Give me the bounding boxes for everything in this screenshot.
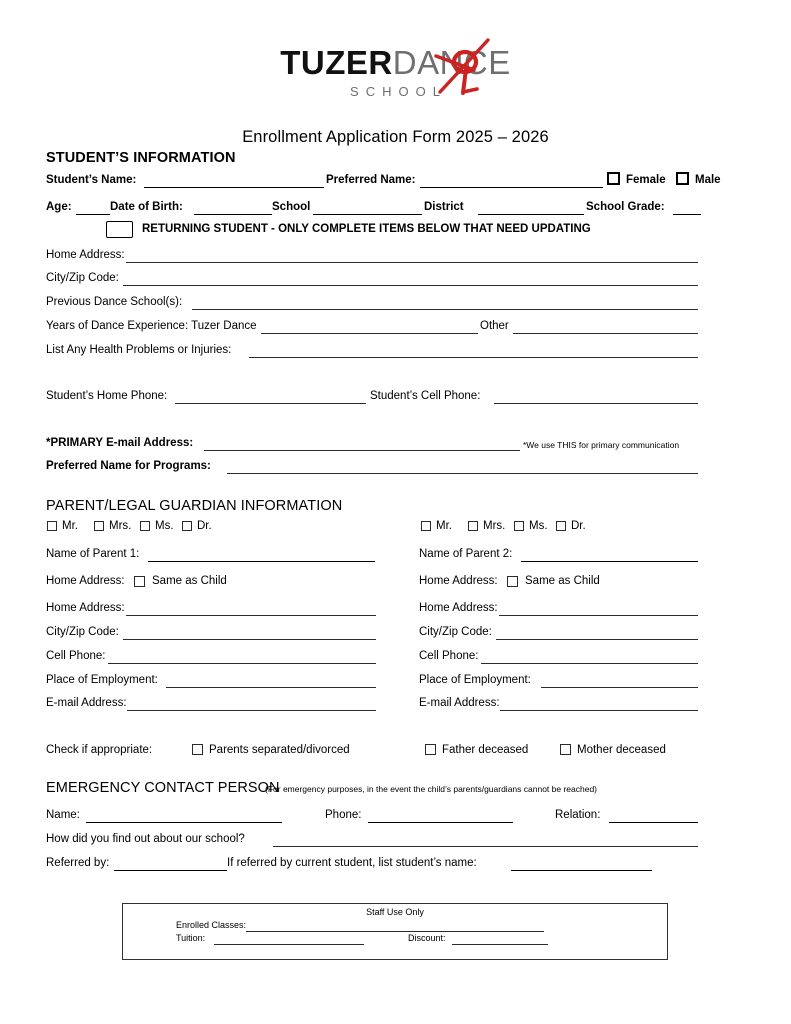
parent1-title-ms-label: Ms. (155, 520, 174, 532)
parent1-name-input[interactable] (148, 561, 375, 562)
student-information-heading: STUDENT’S INFORMATION (46, 150, 236, 166)
parent1-home-address-label: Home Address: (46, 602, 125, 614)
date-of-birth-input[interactable] (194, 214, 272, 215)
parent2-cell-phone-input[interactable] (481, 663, 698, 664)
father-deceased-label: Father deceased (442, 744, 529, 756)
parent1-name-label: Name of Parent 1: (46, 548, 140, 560)
school-grade-input[interactable] (673, 214, 701, 215)
parent1-home-address-same-label: Home Address: (46, 575, 125, 587)
referred-student-label: If referred by current student, list student’s name: (227, 857, 477, 869)
page-title: Enrollment Application Form 2025 – 2026 (242, 128, 549, 146)
parent2-same-as-child-label: Same as Child (525, 575, 600, 587)
parent1-employment-label: Place of Employment: (46, 674, 158, 686)
parent1-same-as-child-label: Same as Child (152, 575, 227, 587)
parent-guardian-heading: PARENT/LEGAL GUARDIAN INFORMATION (46, 498, 343, 514)
parent2-home-address-input[interactable] (499, 615, 698, 616)
parent2-home-address-label: Home Address: (419, 602, 498, 614)
emergency-relation-label: Relation: (555, 809, 601, 821)
staff-use-only-heading: Staff Use Only (366, 907, 424, 917)
student-cell-phone-label: Student’s Cell Phone: (370, 390, 481, 402)
how-found-label: How did you find out about our school? (46, 833, 245, 845)
logo-dance-text: DANCE (392, 44, 511, 81)
parent2-title-mr-checkbox[interactable] (421, 521, 431, 531)
parent1-home-address-input[interactable] (126, 615, 376, 616)
student-cell-phone-input[interactable] (494, 403, 698, 404)
parent1-title-mrs-checkbox[interactable] (94, 521, 104, 531)
tuition-input[interactable] (214, 944, 364, 945)
school-logo (0, 46, 791, 99)
age-label: Age: (46, 201, 72, 213)
emergency-name-input[interactable] (86, 822, 282, 823)
parent2-city-zip-input[interactable] (496, 639, 698, 640)
primary-email-input[interactable] (204, 450, 520, 451)
gender-male-checkbox[interactable] (676, 172, 689, 185)
preferred-programs-input[interactable] (227, 473, 698, 474)
years-experience-other-label: Other (480, 320, 509, 332)
student-home-phone-label: Student’s Home Phone: (46, 390, 168, 402)
parent1-cell-phone-label: Cell Phone: (46, 650, 106, 662)
student-home-address-input[interactable] (126, 262, 698, 263)
discount-label: Discount: (408, 933, 446, 943)
parent2-employment-label: Place of Employment: (419, 674, 531, 686)
emergency-name-label: Name: (46, 809, 80, 821)
parent1-title-dr-label: Dr. (197, 520, 212, 532)
student-home-address-label: Home Address: (46, 249, 125, 261)
years-experience-other-input[interactable] (513, 333, 698, 334)
gender-male-label: Male (695, 174, 721, 186)
parent2-title-mr-label: Mr. (436, 520, 452, 532)
parent2-city-zip-label: City/Zip Code: (419, 626, 492, 638)
parent1-title-mr-checkbox[interactable] (47, 521, 57, 531)
parent1-title-dr-checkbox[interactable] (182, 521, 192, 531)
student-home-phone-input[interactable] (175, 403, 366, 404)
parent2-title-ms-label: Ms. (529, 520, 548, 532)
parent2-cell-phone-label: Cell Phone: (419, 650, 479, 662)
parent2-name-input[interactable] (521, 561, 698, 562)
discount-input[interactable] (452, 944, 548, 945)
school-input[interactable] (313, 214, 422, 215)
gender-female-checkbox[interactable] (607, 172, 620, 185)
parent1-employment-input[interactable] (166, 687, 376, 688)
parent1-cell-phone-input[interactable] (108, 663, 376, 664)
years-experience-tuzer-input[interactable] (261, 333, 478, 334)
previous-dance-school-label: Previous Dance School(s): (46, 296, 183, 308)
preferred-name-input[interactable] (420, 187, 603, 188)
parent2-email-label: E-mail Address: (419, 697, 500, 709)
health-problems-label: List Any Health Problems or Injuries: (46, 344, 232, 356)
emergency-phone-label: Phone: (325, 809, 362, 821)
parent2-title-dr-checkbox[interactable] (556, 521, 566, 531)
date-of-birth-label: Date of Birth: (110, 201, 183, 213)
parent2-same-as-child-checkbox[interactable] (507, 576, 518, 587)
health-problems-input[interactable] (249, 357, 698, 358)
mother-deceased-label: Mother deceased (577, 744, 666, 756)
parent2-title-dr-label: Dr. (571, 520, 586, 532)
primary-email-label: *PRIMARY E-mail Address: (46, 437, 194, 449)
years-experience-label: Years of Dance Experience: Tuzer Dance (46, 320, 257, 332)
parent1-city-zip-label: City/Zip Code: (46, 626, 119, 638)
student-city-zip-input[interactable] (123, 285, 698, 286)
parents-separated-label: Parents separated/divorced (209, 744, 350, 756)
returning-student-checkbox[interactable] (106, 221, 133, 238)
emergency-phone-input[interactable] (368, 822, 513, 823)
primary-email-note: *We use THIS for primary communication (523, 440, 680, 450)
logo-tuzer-text: TUZER (280, 44, 393, 81)
parent1-title-mrs-label: Mrs. (109, 520, 132, 532)
returning-student-label: RETURNING STUDENT - ONLY COMPLETE ITEMS BELOW THAT NEED UPDATING (142, 223, 591, 235)
check-if-appropriate-label: Check if appropriate: (46, 744, 153, 756)
parent2-email-input[interactable] (500, 710, 698, 711)
logo-school-text: SCHOOL (350, 84, 447, 99)
age-input[interactable] (76, 214, 110, 215)
student-name-label: Student’s Name: (46, 174, 137, 186)
student-name-input[interactable] (144, 187, 324, 188)
parent2-home-address-same-label: Home Address: (419, 575, 498, 587)
parent1-title-ms-checkbox[interactable] (140, 521, 150, 531)
emergency-relation-input[interactable] (609, 822, 698, 823)
parent1-city-zip-input[interactable] (123, 639, 376, 640)
parents-separated-checkbox[interactable] (192, 744, 203, 755)
mother-deceased-checkbox[interactable] (560, 744, 571, 755)
emergency-contact-note: (For emergency purposes, in the event the child’s parents/guardians cannot be reached) (265, 784, 598, 794)
preferred-programs-label: Preferred Name for Programs: (46, 460, 211, 472)
parent1-same-as-child-checkbox[interactable] (134, 576, 145, 587)
referred-student-input[interactable] (511, 870, 652, 871)
district-label: District (424, 201, 464, 213)
parent2-employment-input[interactable] (541, 687, 698, 688)
how-found-input[interactable] (273, 846, 698, 847)
previous-dance-school-input[interactable] (192, 309, 698, 310)
school-grade-label: School Grade: (586, 201, 665, 213)
parent1-email-input[interactable] (127, 710, 376, 711)
referred-by-input[interactable] (114, 870, 227, 871)
emergency-contact-heading: EMERGENCY CONTACT PERSON (46, 780, 280, 796)
parent2-name-label: Name of Parent 2: (419, 548, 513, 560)
student-city-zip-label: City/Zip Code: (46, 272, 119, 284)
parent2-title-ms-checkbox[interactable] (514, 521, 524, 531)
gender-female-label: Female (626, 174, 666, 186)
referred-by-label: Referred by: (46, 857, 110, 869)
parent1-title-mr-label: Mr. (62, 520, 78, 532)
logo-wordmark (280, 46, 511, 79)
parent1-email-label: E-mail Address: (46, 697, 127, 709)
parent2-title-mrs-checkbox[interactable] (468, 521, 478, 531)
parent2-title-mrs-label: Mrs. (483, 520, 506, 532)
father-deceased-checkbox[interactable] (425, 744, 436, 755)
enrolled-classes-input[interactable] (246, 931, 544, 932)
district-input[interactable] (478, 214, 584, 215)
tuition-label: Tuition: (176, 933, 206, 943)
enrolled-classes-label: Enrolled Classes: (176, 920, 247, 930)
school-label: School (272, 201, 311, 213)
preferred-name-label: Preferred Name: (326, 174, 416, 186)
